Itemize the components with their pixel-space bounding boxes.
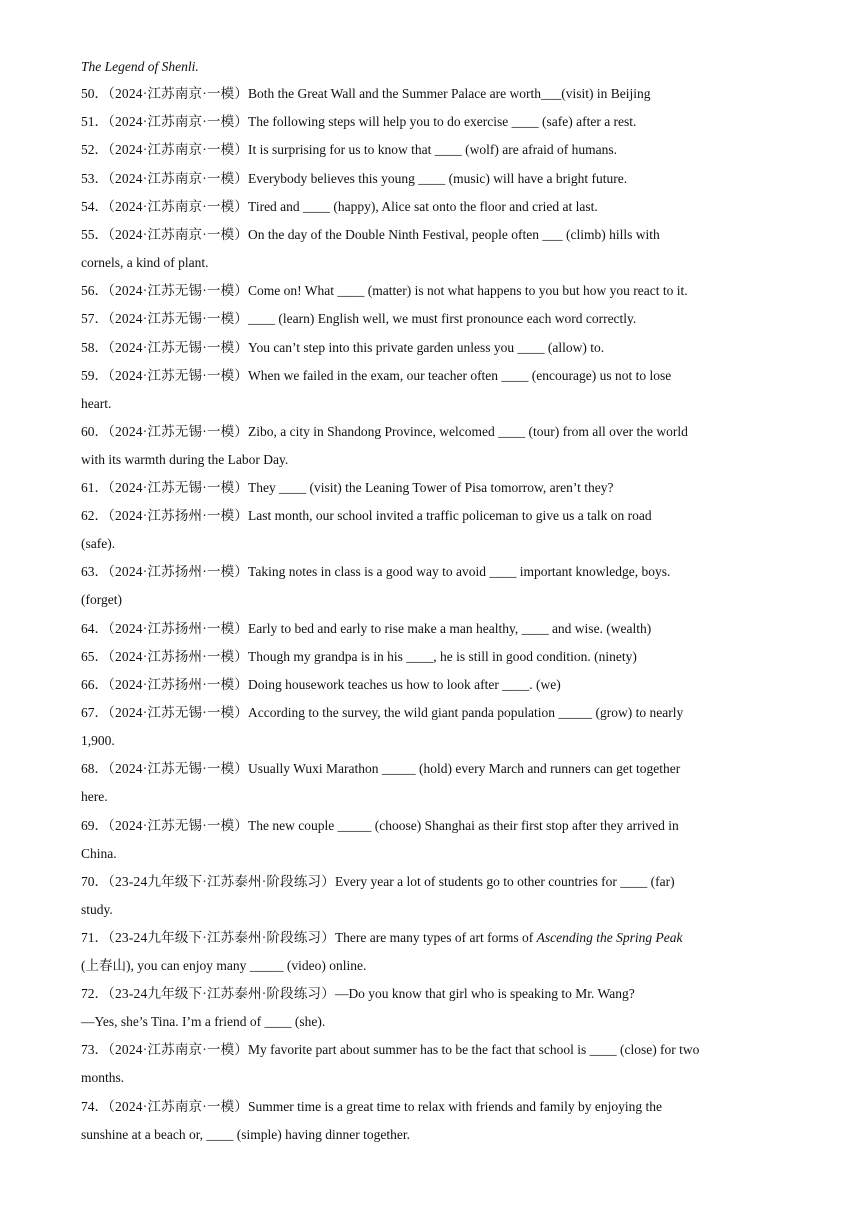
question-number: 55． <box>81 226 108 242</box>
question-source: （2024·江苏南京·一模） <box>108 198 249 214</box>
exercise-item <box>81 759 793 807</box>
exercise-item <box>81 816 793 864</box>
question-source: （2024·江苏无锡·一模） <box>108 367 249 383</box>
exercise-line <box>81 140 793 160</box>
question-text: Tired and ____ (happy), Alice sat onto the floor and cried at last. <box>248 198 598 214</box>
exercise-line <box>81 422 793 442</box>
question-source: （2024·江苏扬州·一模） <box>108 564 249 580</box>
question-source: （2024·江苏无锡·一模） <box>108 339 249 355</box>
exercise-list <box>81 84 793 1153</box>
question-number: 52． <box>81 142 108 158</box>
question-text: Doing housework teaches us how to look after ____. (we) <box>248 677 561 692</box>
question-number: 56． <box>81 283 108 299</box>
question-number: 65． <box>81 648 108 664</box>
question-title-italic: Ascending the Spring Peak <box>536 929 683 945</box>
question-number: 61． <box>81 480 108 496</box>
exercise-line <box>81 759 793 779</box>
question-text: Early to bed and early to rise make a man healthy, ____ and wise. (wealth) <box>248 620 652 636</box>
question-number: 63． <box>81 564 108 580</box>
question-source: （2024·江苏南京·一模） <box>108 1098 249 1114</box>
question-number: 72． <box>81 986 108 1002</box>
question-number: 67． <box>81 705 108 721</box>
question-number: 53． <box>81 170 108 186</box>
question-number: 71． <box>81 929 108 945</box>
question-source: （2024·江苏无锡·一模） <box>108 705 249 721</box>
exercise-item <box>81 112 793 132</box>
question-number: 68． <box>81 761 108 777</box>
exercise-line <box>81 338 793 358</box>
question-source: （2024·江苏扬州·一模） <box>108 620 249 636</box>
question-text: It is surprising for us to know that ____ (wolf) are afraid of humans. <box>248 142 617 158</box>
question-source: （23-24九年级下·江苏泰州·阶段练习） <box>108 929 335 945</box>
question-continuation: months. <box>81 1070 125 1086</box>
question-number: 64． <box>81 620 108 636</box>
exercise-line <box>81 675 793 695</box>
question-continuation: heart. <box>81 395 112 411</box>
exercise-line <box>81 984 793 1004</box>
exercise-line <box>81 197 793 217</box>
exercise-line <box>81 169 793 189</box>
question-number: 73． <box>81 1042 108 1058</box>
exercise-item <box>81 928 793 976</box>
exercise-line <box>81 84 793 104</box>
question-continuation: study. <box>81 901 113 917</box>
exercise-line <box>81 619 793 639</box>
question-text: Everybody believes this young ____ (music) will have a bright future. <box>248 170 628 186</box>
question-number: 66． <box>81 677 108 692</box>
exercise-line <box>81 872 793 892</box>
question-source: （2024·江苏南京·一模） <box>108 114 249 130</box>
question-text: Come on! What ____ (matter) is not what happens to you but how you react to it. <box>248 283 688 299</box>
question-number: 59． <box>81 367 108 383</box>
question-text: —Do you know that girl who is speaking to Mr. Wang? <box>334 986 635 1002</box>
exercise-item <box>81 703 793 751</box>
exercise-line <box>81 1097 793 1117</box>
exercise-item <box>81 197 793 217</box>
question-text: Though my grandpa is in his ____, he is still in good condition. (ninety) <box>248 648 637 664</box>
exercise-item <box>81 84 793 104</box>
exercise-line <box>81 816 793 836</box>
question-continuation: —Yes, she’s Tina. I’m a friend of ____ (she). <box>81 1014 326 1030</box>
question-text: Both the Great Wall and the Summer Palace are worth___(visit) in Beijing <box>248 86 651 101</box>
question-number: 60． <box>81 423 108 439</box>
question-text: Last month, our school invited a traffic policeman to give us a talk on road <box>248 508 652 524</box>
exercise-line <box>81 562 793 582</box>
question-number: 74． <box>81 1098 108 1114</box>
exercise-item <box>81 1097 793 1145</box>
question-number: 62． <box>81 508 108 524</box>
question-text: You can’t step into this private garden unless you ____ (allow) to. <box>248 339 605 355</box>
question-continuation: cornels, a kind of plant. <box>81 254 209 270</box>
exercise-line <box>81 647 793 667</box>
question-text: There are many types of art forms of <box>334 929 537 945</box>
question-number: 50． <box>81 86 108 101</box>
question-source: （23-24九年级下·江苏泰州·阶段练习） <box>108 986 335 1002</box>
question-text: ____ (learn) English well, we must first pronounce each word correctly. <box>248 311 637 327</box>
question-source: （2024·江苏扬州·一模） <box>108 508 249 524</box>
exercise-item <box>81 140 793 160</box>
question-number: 54． <box>81 198 108 214</box>
exercise-line <box>81 1040 793 1060</box>
lead-text: The Legend of Shenli. <box>81 59 199 74</box>
question-number: 58． <box>81 339 108 355</box>
exercise-item <box>81 647 793 667</box>
question-continuation: sunshine at a beach or, ____ (simple) having dinner together. <box>81 1126 410 1142</box>
exercise-line <box>81 506 793 526</box>
exercise-item <box>81 169 793 189</box>
question-text: Taking notes in class is a good way to avoid ____ important knowledge, boys. <box>248 564 671 580</box>
question-text: The new couple _____ (choose) Shanghai as their first stop after they arrived in <box>248 817 679 833</box>
question-source: （2024·江苏扬州·一模） <box>108 648 249 664</box>
question-text: Usually Wuxi Marathon _____ (hold) every March and runners can get together <box>248 761 681 777</box>
question-continuation: (forget) <box>81 592 122 608</box>
exercise-item <box>81 366 793 414</box>
question-text: They ____ (visit) the Leaning Tower of Pisa tomorrow, aren’t they? <box>248 480 614 496</box>
question-text: Summer time is a great time to relax with friends and family by enjoying the <box>248 1098 662 1114</box>
exercise-item <box>81 872 793 920</box>
question-source: （2024·江苏扬州·一模） <box>108 677 249 692</box>
question-continuation: 1,900. <box>81 733 115 749</box>
question-text: My favorite part about summer has to be the fact that school is ____ (close) for two <box>248 1042 700 1058</box>
exercise-item <box>81 562 793 610</box>
exercise-item <box>81 225 793 273</box>
question-text: According to the survey, the wild giant panda population _____ (grow) to nearly <box>248 705 684 721</box>
question-number: 51． <box>81 114 108 130</box>
question-source: （2024·江苏南京·一模） <box>108 142 249 158</box>
exercise-item <box>81 422 793 470</box>
question-number: 70． <box>81 873 108 889</box>
question-continuation: here. <box>81 789 108 805</box>
question-source: （2024·江苏南京·一模） <box>108 1042 249 1058</box>
exercise-line <box>81 928 793 948</box>
question-source: （2024·江苏无锡·一模） <box>108 480 249 496</box>
question-source: （23-24九年级下·江苏泰州·阶段练习） <box>108 873 335 889</box>
exercise-line <box>81 281 793 301</box>
exercise-line <box>81 225 793 245</box>
exercise-item <box>81 1040 793 1088</box>
question-continuation: China. <box>81 845 117 861</box>
question-continuation: (safe). <box>81 536 116 552</box>
question-source: （2024·江苏无锡·一模） <box>108 761 249 777</box>
exercise-line <box>81 478 793 498</box>
exercise-line <box>81 112 793 132</box>
exercise-item <box>81 984 793 1032</box>
exercise-item <box>81 281 793 301</box>
question-source: （2024·江苏无锡·一模） <box>108 423 249 439</box>
question-source: （2024·江苏无锡·一模） <box>108 311 249 327</box>
question-source: （2024·江苏无锡·一模） <box>108 817 249 833</box>
exercise-item <box>81 478 793 498</box>
question-number: 69． <box>81 817 108 833</box>
exercise-item <box>81 338 793 358</box>
question-source: （2024·江苏南京·一模） <box>108 226 249 242</box>
exercise-item <box>81 506 793 554</box>
question-text: When we failed in the exam, our teacher often ____ (encourage) us not to lose <box>248 367 672 383</box>
question-source: （2024·江苏南京·一模） <box>108 170 249 186</box>
exercise-line <box>81 366 793 386</box>
exercise-line <box>81 703 793 723</box>
exercise-line <box>81 309 793 329</box>
question-text: Every year a lot of students go to other countries for ____ (far) <box>334 873 675 889</box>
question-source: （2024·江苏南京·一模） <box>108 86 249 101</box>
question-text: The following steps will help you to do exercise ____ (safe) after a rest. <box>248 114 637 130</box>
exercise-item <box>81 675 793 695</box>
question-text: On the day of the Double Ninth Festival, people often ___ (climb) hills with <box>248 226 660 242</box>
question-source: （2024·江苏无锡·一模） <box>108 283 249 299</box>
exercise-item <box>81 619 793 639</box>
question-text: Zibo, a city in Shandong Province, welcomed ____ (tour) from all over the world <box>248 423 688 439</box>
question-continuation: with its warmth during the Labor Day. <box>81 451 289 467</box>
question-number: 57． <box>81 311 108 327</box>
question-continuation: (上春山), you can enjoy many _____ (video) online. <box>81 957 367 973</box>
exercise-item <box>81 309 793 329</box>
